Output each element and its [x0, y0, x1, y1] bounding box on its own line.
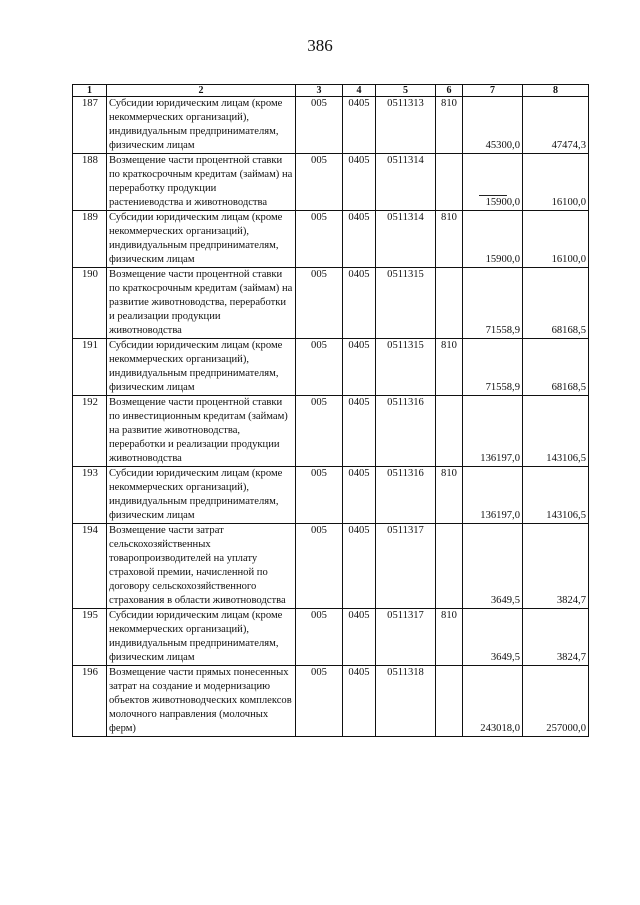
row-amount-7: 3649,5	[463, 609, 523, 666]
row-code-6: 810	[436, 609, 463, 666]
row-code-5: 0511316	[376, 467, 436, 524]
table-row	[73, 666, 589, 737]
row-amount-8: 16100,0	[523, 154, 589, 211]
row-code-3: 005	[296, 666, 343, 737]
row-number: 189	[73, 211, 107, 268]
row-code-6: 810	[436, 211, 463, 268]
header-row	[73, 85, 589, 97]
row-code-4: 0405	[343, 97, 376, 154]
row-code-5: 0511315	[376, 339, 436, 396]
row-name: Субсидии юридическим лицам (кроме некоммерческих организаций), индивидуальным предпринимателям, физическим лицам	[107, 339, 296, 396]
table-row	[73, 396, 589, 467]
row-code-4: 0405	[343, 666, 376, 737]
row-code-5: 0511314	[376, 211, 436, 268]
row-number: 196	[73, 666, 107, 737]
row-code-4: 0405	[343, 467, 376, 524]
row-amount-7: 3649,5	[463, 524, 523, 609]
row-amount-7: 45300,0	[463, 97, 523, 154]
row-code-5: 0511318	[376, 666, 436, 737]
table-row	[73, 609, 589, 666]
row-code-5: 0511315	[376, 268, 436, 339]
row-code-6: 810	[436, 97, 463, 154]
row-amount-7	[463, 154, 523, 211]
header-col-1: 1	[73, 85, 107, 97]
row-amount-7: 136197,0	[463, 467, 523, 524]
row-name: Субсидии юридическим лицам (кроме некоммерческих организаций), индивидуальным предпринимателям, физическим лицам	[107, 211, 296, 268]
row-code-3: 005	[296, 97, 343, 154]
table-row	[73, 524, 589, 609]
row-number: 194	[73, 524, 107, 609]
row-name: Субсидии юридическим лицам (кроме некоммерческих организаций), индивидуальным предпринимателям, физическим лицам	[107, 467, 296, 524]
header-col-2: 2	[107, 85, 296, 97]
row-code-6	[436, 154, 463, 211]
row-code-3: 005	[296, 339, 343, 396]
row-code-4: 0405	[343, 609, 376, 666]
row-code-4: 0405	[343, 339, 376, 396]
row-code-6	[436, 524, 463, 609]
row-amount-7-value: 15900,0	[485, 197, 520, 208]
row-amount-8: 3824,7	[523, 524, 589, 609]
row-name: Возмещение части процентной ставки по краткосрочным кредитам (займам) на переработку продукции растениеводства и животноводства	[107, 154, 296, 211]
budget-table	[72, 84, 589, 737]
row-code-5: 0511317	[376, 609, 436, 666]
row-number: 191	[73, 339, 107, 396]
row-number: 192	[73, 396, 107, 467]
header-col-5: 5	[376, 85, 436, 97]
row-name: Возмещение части прямых понесенных затрат на создание и модернизацию объектов животноводческих комплексов молочного направления (молочных ферм)	[107, 666, 296, 737]
header-col-3: 3	[296, 85, 343, 97]
row-number: 190	[73, 268, 107, 339]
row-amount-8: 68168,5	[523, 268, 589, 339]
row-code-3: 005	[296, 268, 343, 339]
header-col-8: 8	[523, 85, 589, 97]
row-code-3: 005	[296, 524, 343, 609]
row-amount-7: 243018,0	[463, 666, 523, 737]
row-code-6: 810	[436, 467, 463, 524]
row-code-6	[436, 666, 463, 737]
row-number: 195	[73, 609, 107, 666]
row-amount-8: 16100,0	[523, 211, 589, 268]
row-name: Субсидии юридическим лицам (кроме некоммерческих организаций), индивидуальным предпринимателям, физическим лицам	[107, 97, 296, 154]
row-name: Возмещение части затрат сельскохозяйственных товаропроизводителей на уплату страховой премии, начисленной по договору сельскохозяйственного страхования в области животноводства	[107, 524, 296, 609]
row-code-3: 005	[296, 467, 343, 524]
row-amount-7: 71558,9	[463, 339, 523, 396]
row-code-5: 0511313	[376, 97, 436, 154]
row-code-3: 005	[296, 396, 343, 467]
row-name: Субсидии юридическим лицам (кроме некоммерческих организаций), индивидуальным предпринимателям, физическим лицам	[107, 609, 296, 666]
row-name: Возмещение части процентной ставки по краткосрочным кредитам (займам) на развитие животноводства, переработки и реализации продукции животноводства	[107, 268, 296, 339]
row-code-6	[436, 268, 463, 339]
header-col-4: 4	[343, 85, 376, 97]
row-code-3: 005	[296, 211, 343, 268]
row-name: Возмещение части процентной ставки по инвестиционным кредитам (займам) на развитие животноводства, переработки и реализации продукции животноводства	[107, 396, 296, 467]
row-code-6: 810	[436, 339, 463, 396]
row-code-4: 0405	[343, 154, 376, 211]
page-number: 386	[307, 36, 333, 55]
row-code-5: 0511316	[376, 396, 436, 467]
row-code-5: 0511317	[376, 524, 436, 609]
row-amount-8: 3824,7	[523, 609, 589, 666]
row-number: 188	[73, 154, 107, 211]
table-row	[73, 339, 589, 396]
row-code-4: 0405	[343, 268, 376, 339]
table-row	[73, 154, 589, 211]
table-row	[73, 97, 589, 154]
header-col-6: 6	[436, 85, 463, 97]
row-amount-7: 71558,9	[463, 268, 523, 339]
row-code-3: 005	[296, 154, 343, 211]
table-row	[73, 467, 589, 524]
row-number: 187	[73, 97, 107, 154]
row-amount-8: 47474,3	[523, 97, 589, 154]
row-code-4: 0405	[343, 396, 376, 467]
row-code-4: 0405	[343, 524, 376, 609]
row-amount-8: 68168,5	[523, 339, 589, 396]
row-amount-8: 257000,0	[523, 666, 589, 737]
row-code-5: 0511314	[376, 154, 436, 211]
header-col-7: 7	[463, 85, 523, 97]
row-code-4: 0405	[343, 211, 376, 268]
row-code-6	[436, 396, 463, 467]
row-number: 193	[73, 467, 107, 524]
row-amount-8: 143106,5	[523, 396, 589, 467]
row-amount-7: 15900,0	[463, 211, 523, 268]
table-row	[73, 211, 589, 268]
row-amount-7: 136197,0	[463, 396, 523, 467]
row-code-3: 005	[296, 609, 343, 666]
handwritten-dash-mark	[479, 195, 507, 196]
row-amount-8: 143106,5	[523, 467, 589, 524]
table-row	[73, 268, 589, 339]
